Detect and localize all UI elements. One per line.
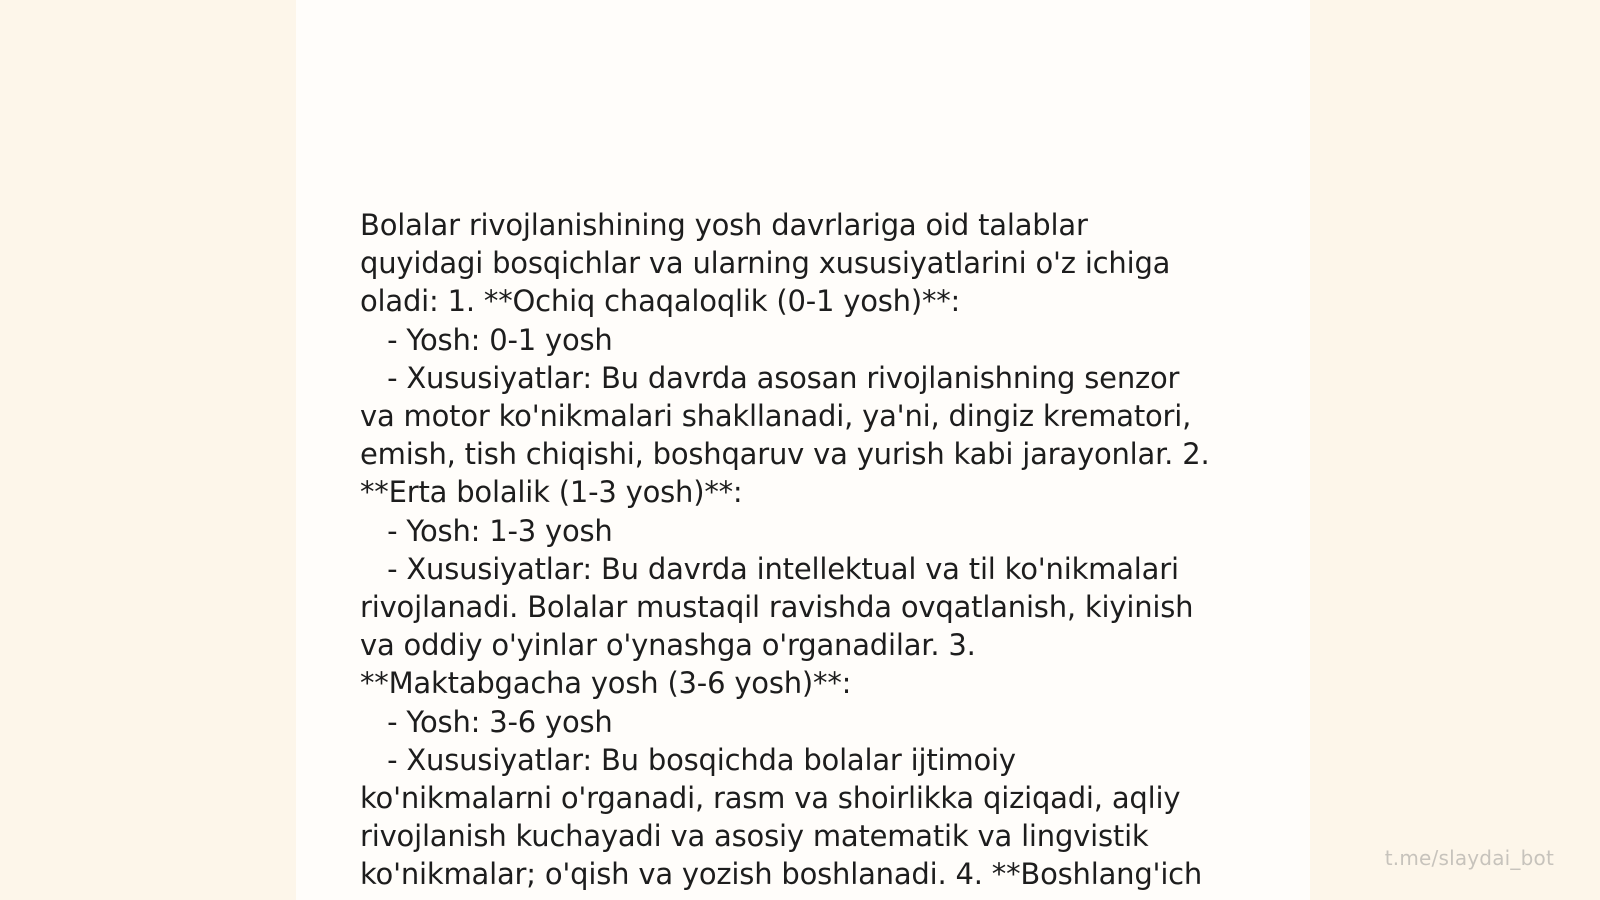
watermark-text: t.me/slaydai_bot xyxy=(1384,846,1554,870)
slide-body-text: Bolalar rivojlanishining yosh davrlariga oid talablar quyidagi bosqichlar va ularning xususiyatlarini o'z ichiga oladi: 1. **Ochiq chaqaloqlik (0-1 yosh)**: - Yosh: 0-1 yosh - Xususiyatlar: Bu davrda asosan rivojlanishning senzor va motor ko'nikmalari shakllanadi, ya'ni, dingiz krematori, emish, tish chiqishi, boshqaruv va yurish kabi jarayonlar. 2. **Erta bolalik (1-3 yosh)**: - Yosh: 1-3 yosh - Xususiyatlar: Bu davrda intellektual va til ko'nikmalari rivojlanadi. Bolalar mustaqil ravishda ovqatlanish, kiyinish va oddiy o'yinlar o'ynashga o'rganadilar. 3. **Maktabgacha yosh (3-6 yosh)**: - Yosh: 3-6 yosh - Xususiyatlar: Bu bosqichda bolalar ijtimoiy ko'nikmalarni o'rganadi, rasm va shoirlikka qiziqadi, aqliy rivojlanish kuchayadi va asosiy matematik va lingvistik ko'nikmalar; o'qish va yozish boshlanadi. 4. **Boshlang'ich xyxy=(360,208,1210,892)
slide-page xyxy=(296,0,1310,900)
